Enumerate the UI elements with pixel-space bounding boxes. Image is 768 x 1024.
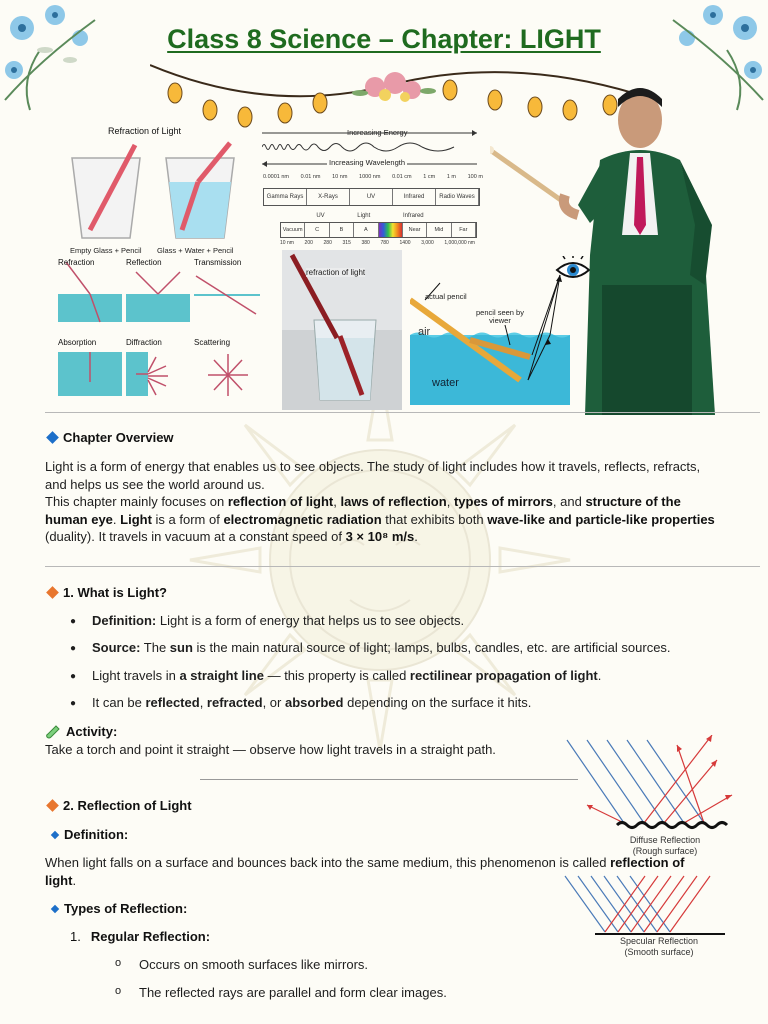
spectrum-label: 10 nm: [332, 174, 348, 180]
bold-text: absorbed: [284, 695, 344, 710]
bold-text: reflected: [145, 695, 200, 710]
page-title: Class 8 Science – Chapter: LIGHT: [167, 24, 601, 54]
sub-point-text: Occurs on smooth surfaces like mirrors.: [139, 957, 369, 972]
diamond-blue-icon: [46, 431, 59, 444]
seen-by-viewer-label: pencil seen by viewer: [476, 308, 524, 325]
text-run: When light falls on a surface and bounces back into the same medium, this phenomenon is called: [45, 855, 611, 870]
activity-label: Activity:: [66, 724, 118, 739]
specular-reflection-figure: [560, 868, 740, 938]
bold-text: Definition:: [92, 613, 157, 628]
bullet-text: [92, 613, 464, 630]
interaction-label: Reflection: [126, 258, 162, 267]
spectrum-label: Vacuum: [281, 223, 305, 237]
spectrum-label: UV: [350, 189, 393, 205]
bullet-item: [70, 695, 720, 712]
text-run: (duality). It travels in vacuum at a constant speed of: [45, 529, 346, 544]
bold-text: reflection of light: [227, 494, 334, 509]
bullet-item: [70, 613, 720, 630]
spectrum-label: 380: [361, 240, 370, 246]
divider-2: [45, 566, 760, 567]
text-run: .: [72, 872, 77, 888]
spectrum-wavelength-label: Increasing Wavelength: [329, 158, 406, 167]
text-run: is the main natural source of light; lamps, bulbs, candles, etc. are artificial sources.: [192, 640, 671, 655]
definition-heading: [52, 827, 128, 842]
bullet-item: [70, 668, 720, 685]
spectrum-label: 1 m: [446, 174, 456, 180]
caption-water-glass: Glass + Water + Pencil: [157, 246, 234, 255]
overview-heading: [48, 430, 174, 445]
interaction-label: Absorption: [58, 338, 97, 347]
air-label: air: [418, 326, 431, 338]
bold-text: reflection of light: [45, 855, 685, 888]
spectrum-label: A: [354, 223, 378, 237]
text-run: .: [597, 668, 602, 683]
bullet-text: [92, 695, 531, 712]
divider-1: [45, 412, 760, 413]
interaction-label: Diffraction: [126, 338, 162, 347]
text-run: Light travels in: [92, 668, 180, 683]
spectrum-label: 100 m: [467, 174, 483, 180]
sub-point-text: The reflected rays are parallel and form clear images.: [139, 985, 447, 1000]
spectrum-label: 315: [342, 240, 351, 246]
spectrum-energy-label: Increasing Energy: [347, 128, 408, 137]
spectrum-label: Light: [357, 213, 371, 219]
bold-text: laws of reflection: [340, 494, 447, 509]
bold-text: rectilinear propagation of light: [409, 668, 598, 683]
spectrum-label: UV: [316, 213, 325, 219]
spectrum-label: Far: [452, 223, 476, 237]
spectrum-label: C: [305, 223, 329, 237]
specular-caption-1: Specular Reflection: [619, 936, 699, 946]
photo-label: refraction of light: [306, 268, 366, 277]
section2-heading: [48, 798, 192, 813]
diffuse-caption-1: Diffuse Reflection: [629, 835, 701, 845]
spectrum-label: 1000 nm: [359, 174, 381, 180]
sub-point: [115, 985, 565, 1000]
spectrum-label: Radio Waves: [436, 189, 479, 205]
bold-text: electromagnetic radiation: [223, 511, 382, 527]
spectrum-label: Gamma Rays: [264, 189, 307, 205]
diffuse-reflection-figure: [562, 735, 742, 835]
overview-paragraph-2: [45, 493, 715, 546]
text-run: depending on the surface it hits.: [343, 695, 532, 710]
types-label: Types of Reflection:: [64, 901, 188, 916]
text-run: The: [140, 640, 170, 655]
test-tube-icon: [46, 725, 60, 739]
spectrum-label: 1400: [399, 240, 411, 246]
small-diamond-blue-icon: [51, 830, 59, 838]
teacher-image: [490, 85, 745, 415]
floral-corner-left-icon: [0, 0, 110, 120]
light-interactions-figure: [56, 262, 266, 412]
activity-text: Take a torch and point it straight — observe how light travels in a straight path.: [45, 742, 496, 757]
text-run: It can be: [92, 695, 146, 710]
spectrum-subbands: [280, 222, 477, 238]
spectrum-label: Infrared: [393, 189, 436, 205]
spectrum-scale: [263, 174, 483, 180]
text-run: ,: [446, 494, 454, 509]
spectrum-label: Near: [403, 223, 427, 237]
bold-text: a straight line: [179, 668, 264, 683]
spectrum-label: B: [330, 223, 354, 237]
text-run: — this property is called: [263, 668, 410, 683]
divider-3: [200, 779, 578, 780]
overview-paragraph-1: Light is a form of energy that enables us to see objects. The study of light includes how it travels, reflects, refracts, and helps us see the world around us.: [45, 459, 701, 492]
interaction-label: Scattering: [194, 338, 231, 347]
spectrum-label: 1 cm: [423, 174, 436, 180]
section1-heading-text: 1. What is Light?: [63, 585, 167, 600]
spectrum-label: Mid: [427, 223, 451, 237]
spectrum-bands: [263, 188, 480, 206]
spectrum-label: X-Rays: [307, 189, 350, 205]
refraction-glasses-figure: [60, 140, 260, 248]
bold-text: sun: [169, 640, 193, 655]
regular-reflection-heading: [70, 929, 210, 944]
bullet-text: [92, 640, 671, 657]
text-run: , and: [552, 494, 586, 509]
regular-label: Regular Reflection:: [90, 929, 211, 944]
definition-label: Definition:: [64, 827, 129, 842]
circle-bullet-icon: o: [115, 985, 122, 997]
text-run: ,: [333, 494, 341, 509]
spectrum-label: 280: [323, 240, 332, 246]
bullet-item: [70, 640, 720, 657]
types-heading: [52, 901, 187, 916]
bullet-dot-icon: ●: [70, 671, 77, 682]
text-run: , or: [262, 695, 285, 710]
diffuse-caption-2: (Rough surface): [632, 846, 698, 856]
text-run: ,: [199, 695, 207, 710]
text-run: .: [112, 511, 121, 527]
specular-caption-2: (Smooth surface): [624, 947, 694, 957]
text-run: This chapter mainly focuses on: [45, 494, 228, 509]
spectrum-label: 3,000: [421, 240, 434, 246]
visible-spectrum-swatch: [379, 223, 403, 237]
bold-text: structure of the human eye: [45, 494, 681, 527]
bullet-dot-icon: ●: [70, 698, 77, 709]
bold-text: Light: [120, 511, 152, 527]
spectrum-label: 1,000,000 nm: [444, 240, 475, 246]
caption-empty-glass: Empty Glass + Pencil: [70, 246, 142, 255]
regular-number: 1.: [70, 929, 81, 944]
spectrum-label: Infrared: [402, 213, 424, 219]
text-run: that exhibits both: [381, 511, 488, 527]
small-diamond-blue-icon: [51, 904, 59, 912]
spectrum-label: 0.01 cm: [392, 174, 412, 180]
section1-heading: [48, 585, 167, 600]
bold-text: types of mirrors: [453, 494, 553, 509]
refraction-figure-title: Refraction of Light: [108, 126, 182, 136]
spectrum-subbands-top: [300, 213, 440, 219]
spectrum-label: 780: [380, 240, 389, 246]
spectrum-label: 0.0001 nm: [263, 174, 289, 180]
spectrum-label: 10 nm: [280, 240, 294, 246]
actual-pencil-label: actual pencil: [425, 292, 467, 301]
overview-heading-text: Chapter Overview: [63, 430, 174, 445]
spectrum-label: 200: [304, 240, 313, 246]
section2-heading-text: 2. Reflection of Light: [63, 798, 192, 813]
bold-text: 3 × 10⁸ m/s: [345, 529, 415, 544]
activity-heading: [46, 724, 117, 739]
spectrum-subticks: [280, 240, 475, 246]
bold-text: refracted: [206, 695, 263, 710]
spectrum-label: 0.01 nm: [300, 174, 321, 180]
interaction-label: Transmission: [194, 258, 242, 267]
sub-point: [115, 957, 565, 972]
text-run: is a form of: [151, 511, 224, 527]
circle-bullet-icon: o: [115, 957, 122, 969]
bullet-text: [92, 668, 601, 685]
bullet-dot-icon: ●: [70, 643, 77, 654]
bold-text: wave-like and particle-like properties: [487, 511, 715, 527]
text-run: Light is a form of energy that helps us to see objects.: [156, 613, 465, 628]
bullet-dot-icon: ●: [70, 616, 77, 627]
bold-text: Source:: [92, 640, 141, 655]
interaction-label: Refraction: [58, 258, 95, 267]
water-label: water: [432, 377, 459, 389]
text-run: .: [414, 529, 418, 544]
diamond-orange-icon: [46, 799, 59, 812]
diamond-orange-icon: [46, 586, 59, 599]
